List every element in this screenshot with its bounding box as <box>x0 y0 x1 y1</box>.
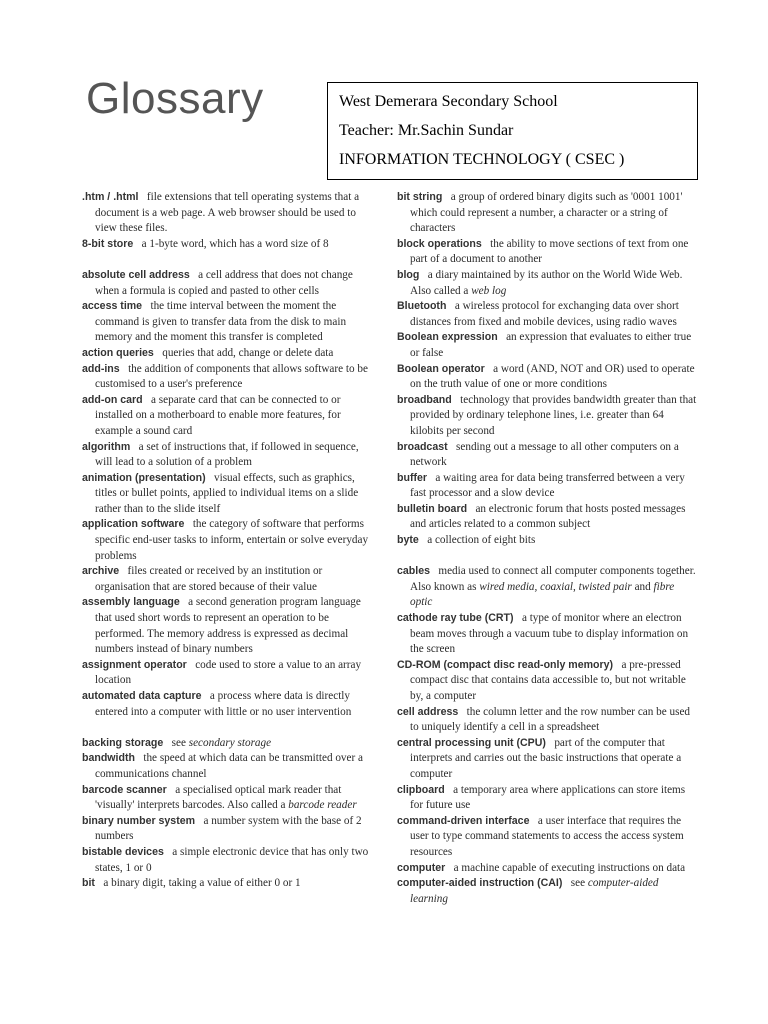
glossary-definition: a waiting area for data being transferred between a very fast processor and a slow device <box>410 471 685 500</box>
glossary-entry <box>397 393 697 440</box>
glossary-cross-reference: wired media, coaxial, twisted pair <box>479 580 632 593</box>
glossary-entry <box>82 471 372 518</box>
glossary-cross-reference: barcode reader <box>288 799 357 812</box>
glossary-entry <box>82 362 372 393</box>
glossary-term: algorithm <box>82 440 131 453</box>
glossary-entry <box>82 440 372 471</box>
glossary-term: access time <box>82 300 143 313</box>
glossary-term: 8-bit store <box>82 237 134 250</box>
glossary-definition: sending out a message to all other computers on a network <box>410 440 679 469</box>
glossary-entry <box>82 393 372 440</box>
glossary-entry <box>82 268 372 299</box>
glossary-entry <box>397 814 697 861</box>
glossary-term: block operations <box>397 237 482 250</box>
glossary-term: backing storage <box>82 736 164 749</box>
glossary-term: computer <box>397 861 446 874</box>
glossary-term: Bluetooth <box>397 300 447 313</box>
glossary-cross-reference: fibre optic <box>410 580 675 609</box>
glossary-definition: a collection of eight bits <box>427 534 536 547</box>
glossary-term: Boolean expression <box>397 331 498 344</box>
glossary-definition: a user interface that requires the user to type command statements to access the access system resources <box>410 814 684 858</box>
glossary-definition: a pre-pressed compact disc that contains data accessible to, but not writable by, a computer <box>410 658 686 702</box>
glossary-definition: queries that add, change or delete data <box>162 346 334 359</box>
glossary-term: blog <box>397 268 420 281</box>
glossary-cross-reference: web log <box>471 284 507 297</box>
glossary-term: command-driven interface <box>397 814 530 827</box>
glossary-term: central processing unit (CPU) <box>397 736 546 749</box>
glossary-definition: media used to connect all computer components together. Also known as <box>410 565 696 593</box>
glossary-definition: see <box>171 736 186 749</box>
glossary-entry <box>397 330 697 361</box>
glossary-term: animation (presentation) <box>82 471 206 484</box>
glossary-term: cathode ray tube (CRT) <box>397 612 514 625</box>
glossary-term: application software <box>82 518 185 531</box>
glossary-term: bit <box>82 877 95 890</box>
glossary-definition: files created or received by an institution or organisation that are stored because of their value <box>95 565 323 593</box>
glossary-definition: a 1-byte word, which has a word size of 8 <box>141 237 329 250</box>
glossary-term: bulletin board <box>397 502 468 515</box>
glossary-definition: a group of ordered binary digits such as '0001 1001' which could represent a number, a character or a string of characters <box>410 191 683 235</box>
glossary-definition: a second generation program language that used short words to represent an operation to be performed. The memory address is expressed as decimal numbers instead of binary numbers <box>95 596 361 656</box>
school-name: West Demerara Secondary School <box>339 93 558 110</box>
glossary-definition: a binary digit, taking a value of either 0 or 1 <box>103 877 301 890</box>
glossary-term: clipboard <box>397 783 445 796</box>
glossary-term: computer-aided instruction (CAI) <box>397 877 563 890</box>
glossary-definition: a number system with the base of 2 numbers <box>95 814 362 843</box>
glossary-term: absolute cell address <box>82 268 190 281</box>
glossary-entry <box>82 845 372 876</box>
glossary-term: byte <box>397 534 419 547</box>
glossary-definition: a set of instructions that, if followed in sequence, will lead to a solution of a problem <box>95 440 359 469</box>
glossary-definition: part of the computer that interprets and carries out the basic instructions that operate a computer <box>410 736 682 780</box>
glossary-term: cables <box>397 565 430 578</box>
glossary-definition: file extensions that tell operating systems that a document is a web page. A web browser should be used to view these files. <box>95 191 360 235</box>
glossary-term: buffer <box>397 471 428 484</box>
glossary-term: cell address <box>397 705 459 718</box>
glossary-entry <box>82 346 372 362</box>
glossary-entry <box>82 876 372 892</box>
glossary-entry <box>397 736 697 783</box>
glossary-entry <box>397 876 697 907</box>
glossary-term: automated data capture <box>82 690 202 702</box>
glossary-entry <box>82 751 372 782</box>
glossary-definition: a type of monitor where an electron beam moves through a vacuum tube to display information on the screen <box>410 612 689 656</box>
glossary-term: bistable devices <box>82 845 164 858</box>
glossary-entry <box>397 564 697 611</box>
glossary-definition: the column letter and the row number can be used to uniquely identify a cell in a spreadsheet <box>410 705 691 734</box>
glossary-term: broadband <box>397 393 452 406</box>
glossary-term: bit string <box>397 191 443 203</box>
glossary-term: add-ins <box>82 362 120 375</box>
glossary-term: CD-ROM (compact disc read-only memory) <box>397 658 614 671</box>
glossary-column-right <box>397 190 697 907</box>
glossary-term: archive <box>82 565 120 578</box>
glossary-cross-reference: computer-aided learning <box>410 877 659 905</box>
glossary-term: action queries <box>82 346 154 359</box>
glossary-entry <box>82 517 372 564</box>
glossary-entry <box>82 783 372 814</box>
glossary-definition: the time interval between the moment the command is given to transfer data from the disk to main memory and the moment this transfer is completed <box>95 300 347 344</box>
glossary-definition: a diary maintained by its author on the World Wide Web. Also called a <box>410 268 683 297</box>
teacher-name: Teacher: Mr.Sachin Sundar <box>339 122 514 139</box>
glossary-term: .htm / .html <box>82 191 139 203</box>
glossary-entry <box>397 533 697 549</box>
glossary-definition: and <box>634 580 651 593</box>
glossary-entry <box>82 237 372 253</box>
glossary-definition: a temporary area where applications can store items for future use <box>410 783 686 812</box>
glossary-term: Boolean operator <box>397 362 485 375</box>
page-title: Glossary <box>86 74 264 123</box>
glossary-entry <box>397 471 697 502</box>
glossary-entry <box>397 611 697 658</box>
glossary-term: bandwidth <box>82 752 135 765</box>
glossary-definition: technology that provides bandwidth greater than that provided by ordinary telephone lines, i.e. greater than 64 kilobits per second <box>410 393 697 437</box>
glossary-definition: a word (AND, NOT and OR) used to operate on the truth value of one or more conditions <box>410 362 695 391</box>
glossary-entry <box>397 658 697 705</box>
glossary-entry <box>397 861 697 877</box>
glossary-entry <box>82 814 372 845</box>
glossary-cross-reference: secondary storage <box>188 736 272 749</box>
glossary-entry <box>82 190 372 237</box>
glossary-term: broadcast <box>397 440 448 453</box>
glossary-entry <box>397 502 697 533</box>
glossary-entry <box>397 299 697 330</box>
glossary-definition: a separate card that can be connected to or installed on a motherboard to enable more features, for example a sound card <box>95 393 341 437</box>
glossary-definition: the ability to move sections of text from one part of a document to another <box>410 237 689 266</box>
glossary-definition: a wireless protocol for exchanging data over short distances from fixed and mobile devices, using radio waves <box>410 300 679 328</box>
glossary-entry <box>397 268 697 299</box>
glossary-definition: an expression that evaluates to either true or false <box>410 331 692 359</box>
glossary-definition: the speed at which data can be transmitted over a communications channel <box>95 752 363 780</box>
glossary-definition: the addition of components that allows software to be customised to a user's preference <box>95 362 368 391</box>
glossary-entry <box>397 440 697 471</box>
glossary-entry <box>82 736 372 752</box>
glossary-definition: a specialised optical mark reader that 'visually' interprets barcodes. Also called a <box>95 783 342 812</box>
glossary-column-left <box>82 190 372 892</box>
glossary-term: binary number system <box>82 814 196 827</box>
glossary-definition: an electronic forum that hosts posted messages and articles related to a common subject <box>410 502 686 531</box>
glossary-entry <box>397 190 697 237</box>
glossary-definition: visual effects, such as graphics, titles or bullet points, applied to individual items on a slide rather than to the slide itself <box>95 471 359 515</box>
glossary-definition: the category of software that performs specific end-user tasks to inform, entertain or solve everyday problems <box>95 518 369 562</box>
glossary-entry <box>397 705 697 736</box>
glossary-entry <box>82 689 372 720</box>
glossary-definition: a process where data is directly entered into a computer with little or no user intervention <box>95 690 352 718</box>
glossary-entry <box>82 564 372 595</box>
glossary-definition: a cell address that does not change when a formula is copied and pasted to other cells <box>95 268 353 297</box>
glossary-definition: code used to store a value to an array location <box>95 658 362 687</box>
school-info-box <box>327 82 698 180</box>
glossary-definition: a simple electronic device that has only two states, 1 or 0 <box>95 845 369 874</box>
glossary-term: assignment operator <box>82 658 187 671</box>
glossary-entry <box>397 362 697 393</box>
glossary-definition: see <box>570 877 586 890</box>
glossary-term: barcode scanner <box>82 783 167 796</box>
glossary-entry <box>82 595 372 657</box>
glossary-entry <box>397 783 697 814</box>
glossary-entry <box>82 658 372 689</box>
glossary-entry <box>82 299 372 346</box>
glossary-term: add-on card <box>82 393 143 406</box>
subject-name: INFORMATION TECHNOLOGY ( CSEC ) <box>339 151 625 168</box>
glossary-definition: a machine capable of executing instructions on data <box>453 861 686 874</box>
glossary-entry <box>397 237 697 268</box>
glossary-term: assembly language <box>82 596 180 609</box>
